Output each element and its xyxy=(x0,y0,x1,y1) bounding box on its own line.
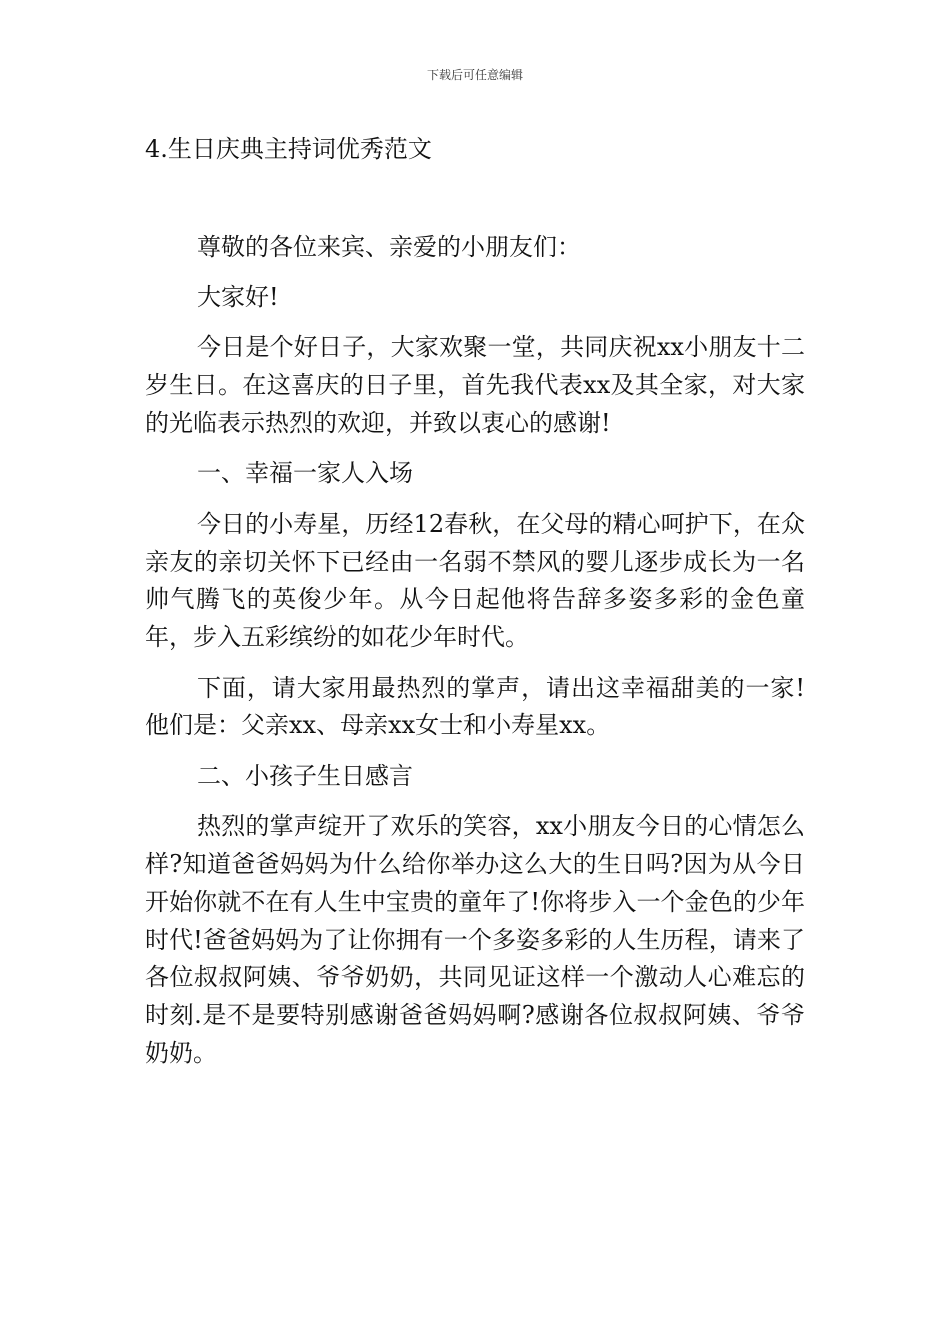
section-heading-family-entrance: 一、幸福一家人入场 xyxy=(197,459,413,488)
paragraph-opening: 今日是个好日子，大家欢聚一堂，共同庆祝xx小朋友十二岁生日。在这喜庆的日子里，首先我代表xx及其全家，对大家的光临表示热烈的欢迎，并致以衷心的感谢! xyxy=(145,333,805,438)
page-header-note: 下载后可任意编辑 xyxy=(426,68,523,82)
document-body xyxy=(145,229,805,1086)
section-heading-child-speech: 二、小孩子生日感言 xyxy=(197,761,413,790)
paragraph-introduce-family: 下面，请大家用最热烈的掌声，请出这幸福甜美的一家!他们是：父亲xx、母亲xx女士和小寿星xx。 xyxy=(145,673,805,740)
paragraph-greeting: 大家好! xyxy=(197,283,279,312)
document-title: 4.生日庆典主持词优秀范文 xyxy=(145,135,432,163)
paragraph-salutation: 尊敬的各位来宾、亲爱的小朋友们： xyxy=(197,233,581,261)
paragraph-birthday-star: 今日的小寿星，历经12春秋，在父母的精心呵护下，在众亲友的亲切关怀下已经由一名弱不禁风的婴儿逐步成长为一名帅气腾飞的英俊少年。从今日起他将告辞多姿多彩的金色童年，步入五彩缤纷的如花少年时代。 xyxy=(145,509,805,652)
paragraph-child-speech: 热烈的掌声绽开了欢乐的笑容，xx小朋友今日的心情怎么样?知道爸爸妈妈为什么给你举办这么大的生日吗?因为从今日开始你就不在有人生中宝贵的童年了!你将步入一个金色的少年时代!爸爸妈妈为了让你拥有一个多姿多彩的人生历程，请来了各位叔叔阿姨、爷爷奶奶，共同见证这样一个激动人心难忘的时刻.是不是要特别感谢爸爸妈妈啊?感谢各位叔叔阿姨、爷爷奶奶。 xyxy=(145,811,805,1068)
